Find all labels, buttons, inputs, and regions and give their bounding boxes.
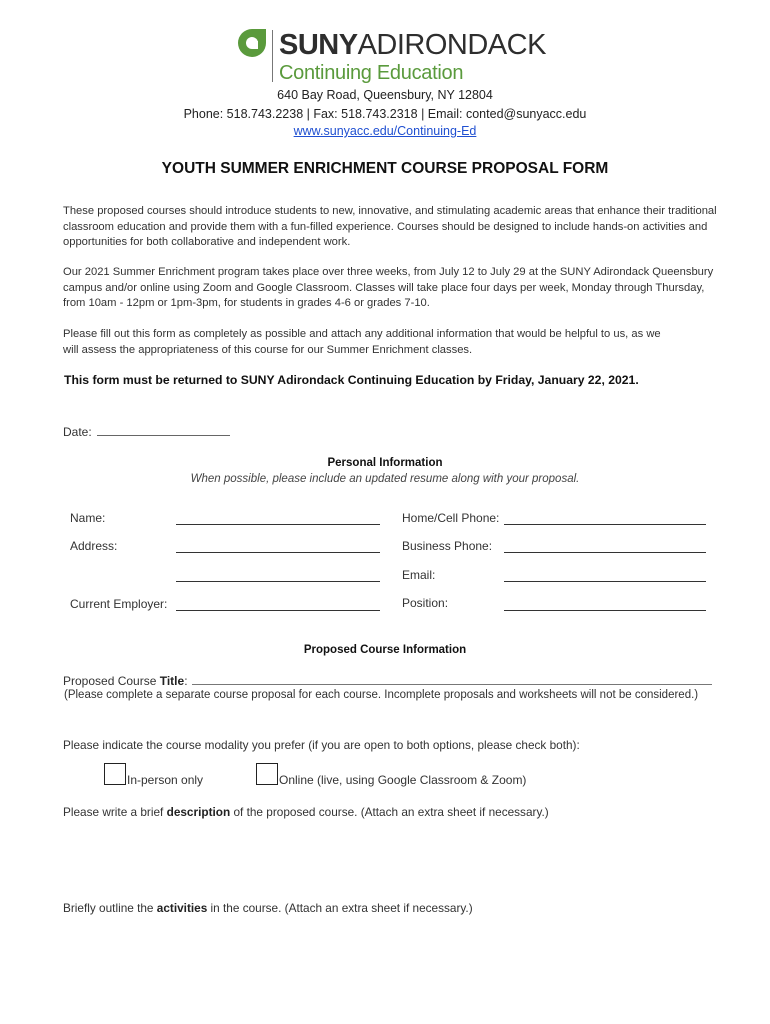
date-row <box>63 424 230 439</box>
business-phone-label: Business Phone: <box>402 539 493 553</box>
brand-name: SUNYADIRONDACK <box>279 29 546 61</box>
course-note: (Please complete a separate course proposal for each course. Incomplete proposals and worksheets will not be considered.) <box>64 689 699 701</box>
home-phone-label: Home/Cell Phone: <box>402 511 500 525</box>
form-title: YOUTH SUMMER ENRICHMENT COURSE PROPOSAL FORM <box>161 160 609 177</box>
address-line: 640 Bay Road, Queensbury, NY 12804 <box>277 88 493 102</box>
modality-prompt: Please indicate the course modality you prefer (if you are open to both options, please check both): <box>63 738 580 752</box>
name-field[interactable] <box>176 524 380 525</box>
address-field[interactable] <box>176 552 380 553</box>
employer-label: Current Employer: <box>70 597 168 611</box>
date-label: Date: <box>63 425 92 439</box>
date-field[interactable] <box>97 424 230 436</box>
personal-info-subheading: When possible, please include an updated resume along with your proposal. <box>190 473 580 485</box>
intro-paragraph-2: Our 2021 Summer Enrichment program takes place over three weeks, from July 12 to July 29 at the SUNY Adirondack Queensbury campus and/or online using Zoom and Google Classroom. Classes will take place four days per week, Monday through Thursday, from 10am - 12pm or 1pm-3pm, for students in grades 4-6 or grades 7-10. <box>63 266 714 310</box>
brand-subtitle: Continuing Education <box>279 62 464 84</box>
home-phone-field[interactable] <box>504 524 706 525</box>
address-label: Address: <box>70 539 118 553</box>
course-title-field[interactable] <box>192 673 712 685</box>
email-label: Email: <box>402 568 436 582</box>
course-title-row: Proposed Course Title: <box>63 673 712 688</box>
personal-info-heading: Personal Information <box>327 457 443 469</box>
logo-divider <box>272 30 273 82</box>
inperson-checkbox[interactable] <box>104 763 126 785</box>
description-prompt: Please write a brief description of the proposed course. (Attach an extra sheet if necessary.) <box>63 805 549 819</box>
activities-prompt: Briefly outline the activities in the course. (Attach an extra sheet if necessary.) <box>63 901 473 915</box>
business-phone-field[interactable] <box>504 552 706 553</box>
online-checkbox[interactable] <box>256 763 278 785</box>
website-link[interactable]: www.sunyacc.edu/Continuing-Ed <box>293 124 477 138</box>
intro-paragraph-3: Please fill out this form as completely as possible and attach any additional information that would be helpful to us, as we will assess the appropriateness of this course for our Summer Enrichment classes. <box>63 328 661 356</box>
employer-field[interactable] <box>176 610 380 611</box>
position-field[interactable] <box>504 610 706 611</box>
deadline-notice: This form must be returned to SUNY Adirondack Continuing Education by Friday, January 22, 2021. <box>64 373 639 387</box>
contact-line: Phone: 518.743.2238 | Fax: 518.743.2318 | Email: conted@sunyacc.edu <box>183 107 587 121</box>
name-label: Name: <box>70 511 106 525</box>
course-info-heading: Proposed Course Information <box>303 644 467 656</box>
address-field-line-2[interactable] <box>176 581 380 582</box>
intro-paragraph-1: These proposed courses should introduce students to new, innovative, and stimulating academic areas that enhance their traditional classroom education and provide them with a fun-filled experience. Courses should be designed to include hands-on activities and opportunities for both collaborative and independent work. <box>63 205 717 249</box>
suny-logo-icon <box>237 28 267 58</box>
inperson-label: In-person only <box>127 773 204 787</box>
email-field[interactable] <box>504 581 706 582</box>
online-label: Online (live, using Google Classroom & Zoom) <box>279 773 527 787</box>
position-label: Position: <box>402 596 449 610</box>
